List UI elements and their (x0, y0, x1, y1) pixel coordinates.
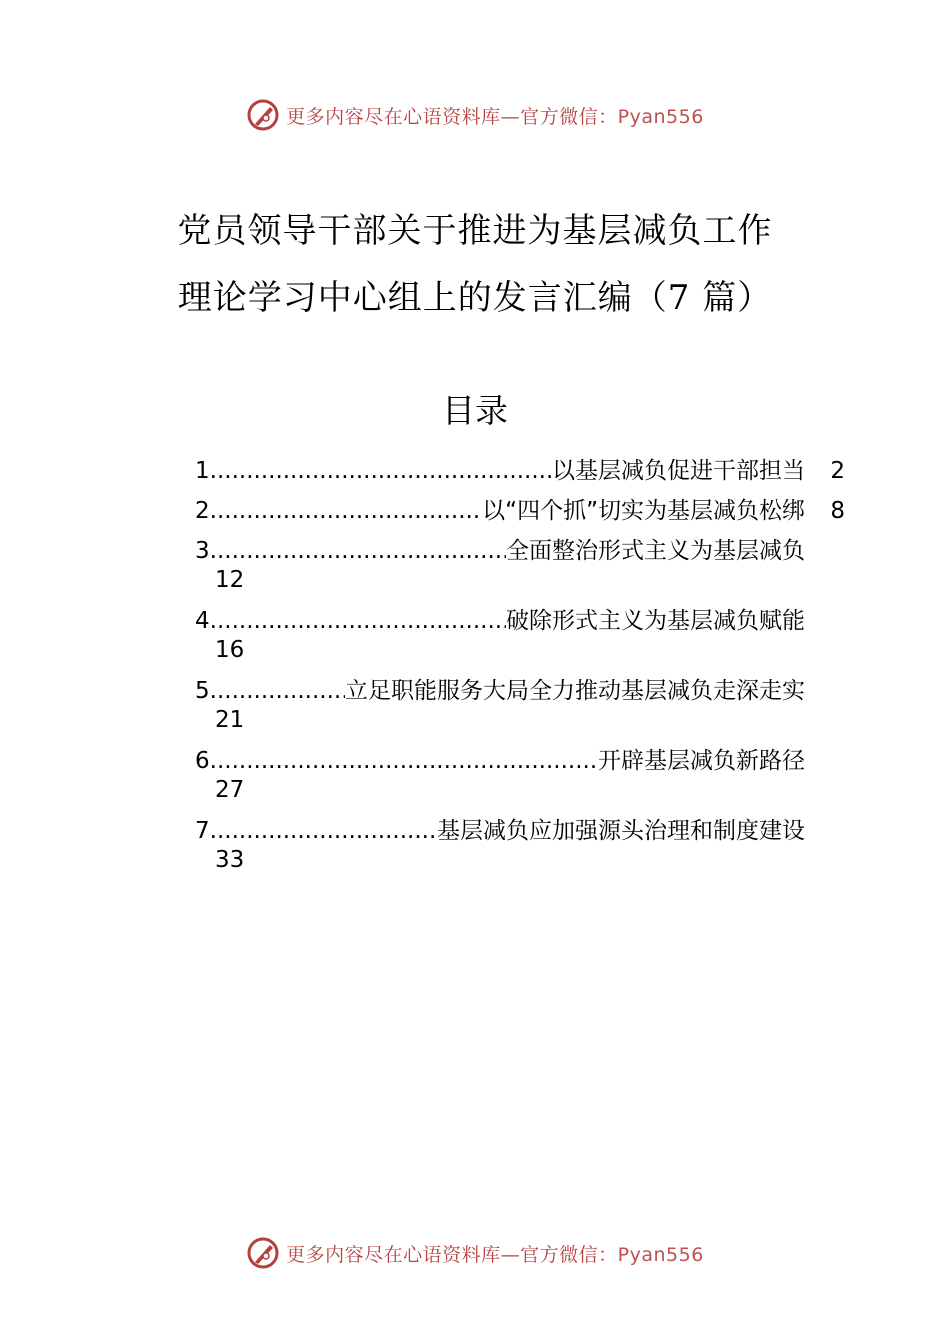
toc-entry-number: 3 (195, 538, 210, 564)
toc-entry[interactable] (195, 495, 845, 535)
table-of-contents (195, 455, 845, 885)
toc-entry-title: 以“四个抓”切实为基层减负松绑 (482, 498, 805, 524)
toc-entry-page: 2 (830, 458, 845, 484)
toc-leader-dots (210, 815, 437, 847)
wechat-id: Pyan556 (617, 105, 704, 128)
toc-entry-title: 立足职能服务大局全力推动基层减负走深走实 (345, 678, 805, 704)
toc-entry[interactable] (195, 675, 845, 745)
toc-leader-dots (210, 455, 552, 487)
toc-entry-number: 1 (195, 458, 210, 484)
toc-leader-dots (210, 745, 598, 777)
toc-entry[interactable] (195, 815, 845, 885)
wechat-id: Pyan556 (617, 1243, 704, 1266)
toc-entry-number: 7 (195, 818, 210, 844)
toc-entry[interactable] (195, 455, 845, 495)
footer-banner (0, 1233, 950, 1273)
toc-entry-number: 2 (195, 498, 210, 524)
toc-entry[interactable] (195, 535, 845, 605)
document-title-line-1: 党员领导干部关于推进为基层减负工作 (177, 211, 773, 251)
toc-entry-page: 27 (215, 777, 245, 803)
toc-entry-number: 5 (195, 678, 210, 704)
toc-leader-dots (210, 605, 506, 637)
toc-entry-title: 开辟基层减负新路径 (598, 748, 805, 774)
toc-entry-title: 以基层减负促进干部担当 (552, 458, 805, 484)
pen-logo-icon (246, 98, 280, 132)
header-banner (0, 95, 950, 135)
toc-leader-dots (210, 535, 506, 567)
toc-entry-page: 33 (215, 847, 245, 873)
toc-entry-page: 12 (215, 567, 245, 593)
banner-message: 更多内容尽在心语资料库—官方微信： (286, 105, 618, 128)
toc-entry-page: 21 (215, 707, 245, 733)
pen-logo-icon (246, 1236, 280, 1270)
toc-entry-title: 基层减负应加强源头治理和制度建设 (437, 818, 805, 844)
toc-entry[interactable] (195, 605, 845, 675)
toc-entry-number: 6 (195, 748, 210, 774)
banner-message: 更多内容尽在心语资料库—官方微信： (286, 1243, 618, 1266)
toc-heading: 目录 (442, 391, 508, 430)
document-title-line-2: 理论学习中心组上的发言汇编（7 篇） (177, 278, 773, 318)
toc-entry-title: 破除形式主义为基层减负赋能 (506, 608, 805, 634)
toc-entry[interactable] (195, 745, 845, 815)
banner-text (286, 1240, 704, 1267)
toc-entry-page: 8 (830, 498, 845, 524)
banner-text (286, 102, 704, 129)
toc-entry-title: 全面整治形式主义为基层减负 (506, 538, 805, 564)
toc-leader-dots (210, 495, 483, 527)
toc-entry-page: 16 (215, 637, 245, 663)
toc-entry-number: 4 (195, 608, 210, 634)
toc-leader-dots (210, 675, 345, 707)
